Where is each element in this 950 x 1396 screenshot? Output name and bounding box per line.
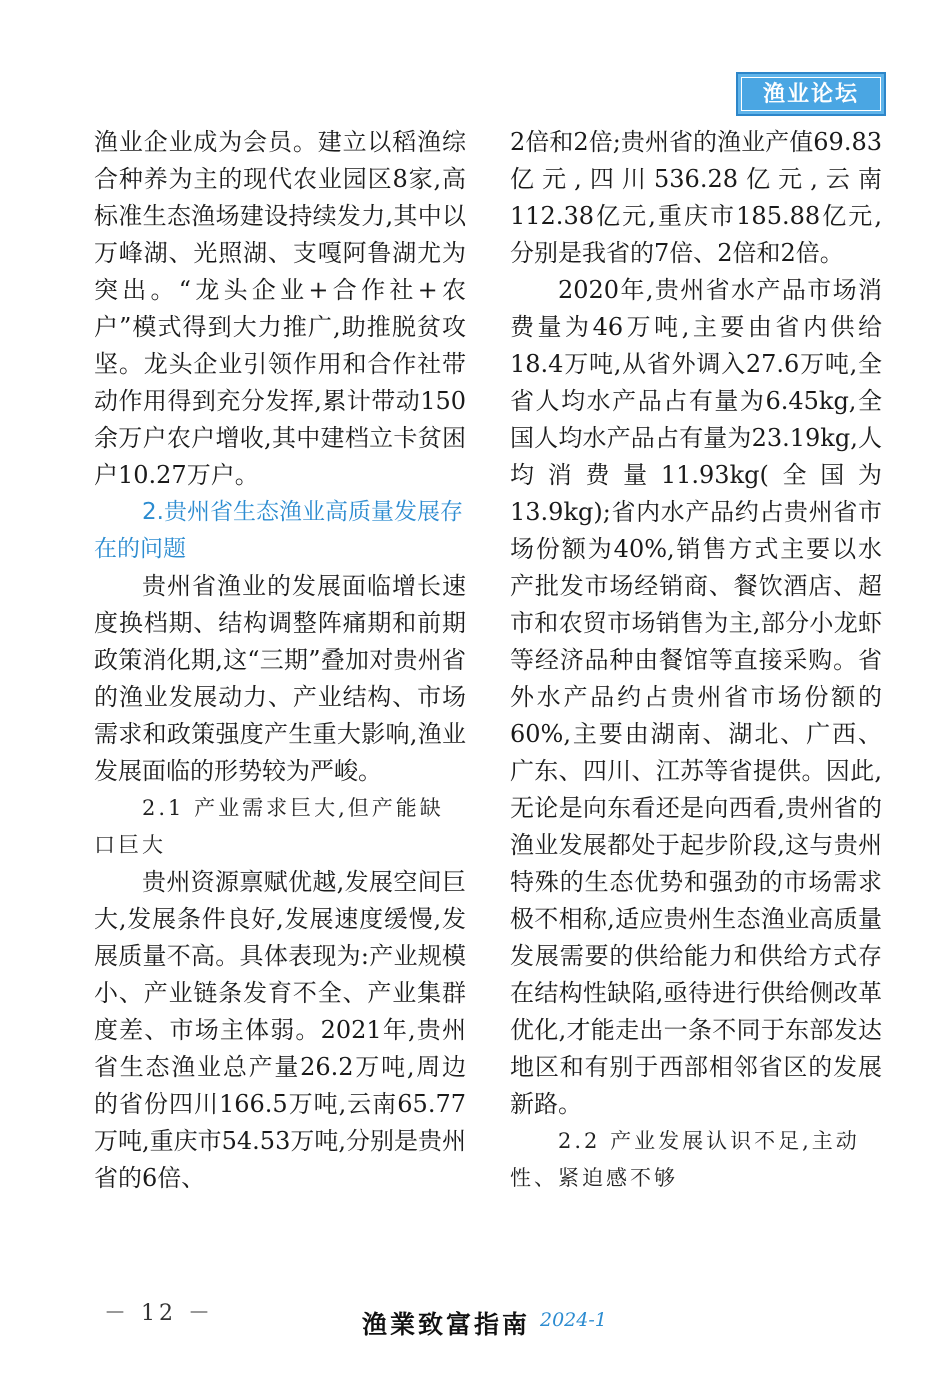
section-heading: 2.贵州省生态渔业高质量发展存在的问题 (94, 499, 463, 562)
page-number: － 12 － (104, 1301, 214, 1326)
subsection-heading: 2.2 产业发展认识不足,主动性、紧迫感不够 (510, 1129, 860, 1190)
journal-title: 渔業致富指南 (362, 1310, 531, 1339)
paragraph: 贵州资源禀赋优越,发展空间巨大,发展条件良好,发展速度缓慢,发展质量不高。具体表现为:产业规模小、产业链条发育不全、产业集群度差、市场主体弱。2021年,贵州省生态渔业总产量26.2万吨,周边的省份四川166.5万吨,云南65.77万吨,重庆市54.53万吨,分别是贵州省的6倍、 (94, 868, 466, 1192)
subsection-heading: 2.1 产业需求巨大,但产能缺口巨大 (94, 796, 444, 857)
left-column (94, 124, 466, 1197)
section-badge (736, 72, 886, 116)
paragraph: 贵州省渔业的发展面临增长速度换档期、结构调整阵痛期和前期政策消化期,这“三期”叠加对贵州省的渔业发展动力、产业结构、市场需求和政策强度产生重大影响,渔业发展面临的形势较为严峻。 (94, 572, 466, 785)
paragraph: 渔业企业成为会员。建立以稻渔综合种养为主的现代农业园区8家,高标准生态渔场建设持续发力,其中以万峰湖、光照湖、支嘎阿鲁湖尤为突出。“龙头企业+合作社+农户”模式得到大力推广,助推脱贫攻坚。龙头企业引领作用和合作社带动作用得到充分发挥,累计带动150余万户农户增收,其中建档立卡贫困户10.27万户。 (94, 128, 466, 489)
section-badge-label: 渔业论坛 (741, 77, 881, 111)
journal-issue: 2024-1 (540, 1309, 607, 1331)
paragraph: 2倍和2倍;贵州省的渔业产值69.83亿元,四川536.28亿元,云南112.38亿元,重庆市185.88亿元,分别是我省的7倍、2倍和2倍。 (510, 128, 882, 267)
paragraph: 2020年,贵州省水产品市场消费量为46万吨,主要由省内供给18.4万吨,从省外调入27.6万吨,全省人均水产品占有量为6.45kg,全国人均水产品占有量为23.19kg,人均消费量11.93kg(全国为13.9kg);省内水产品约占贵州省市场份额为40%,销售方式主要以水产批发市场经销商、餐饮酒店、超市和农贸市场销售为主,部分小龙虾等经济品种由餐馆等直接采购。省外水产品约占贵州省市场份额的60%,主要由湖南、湖北、广西、广东、四川、江苏等省提供。因此,无论是向东看还是向西看,贵州省的渔业发展都处于起步阶段,这与贵州特殊的生态优势和强劲的市场需求极不相称,适应贵州生态渔业高质量发展需要的供给能力和供给方式存在结构性缺陷,亟待进行供给侧改革优化,才能走出一条不同于东部发达地区和有别于西部相邻省区的发展新路。 (510, 276, 882, 1118)
right-column (510, 124, 882, 1197)
